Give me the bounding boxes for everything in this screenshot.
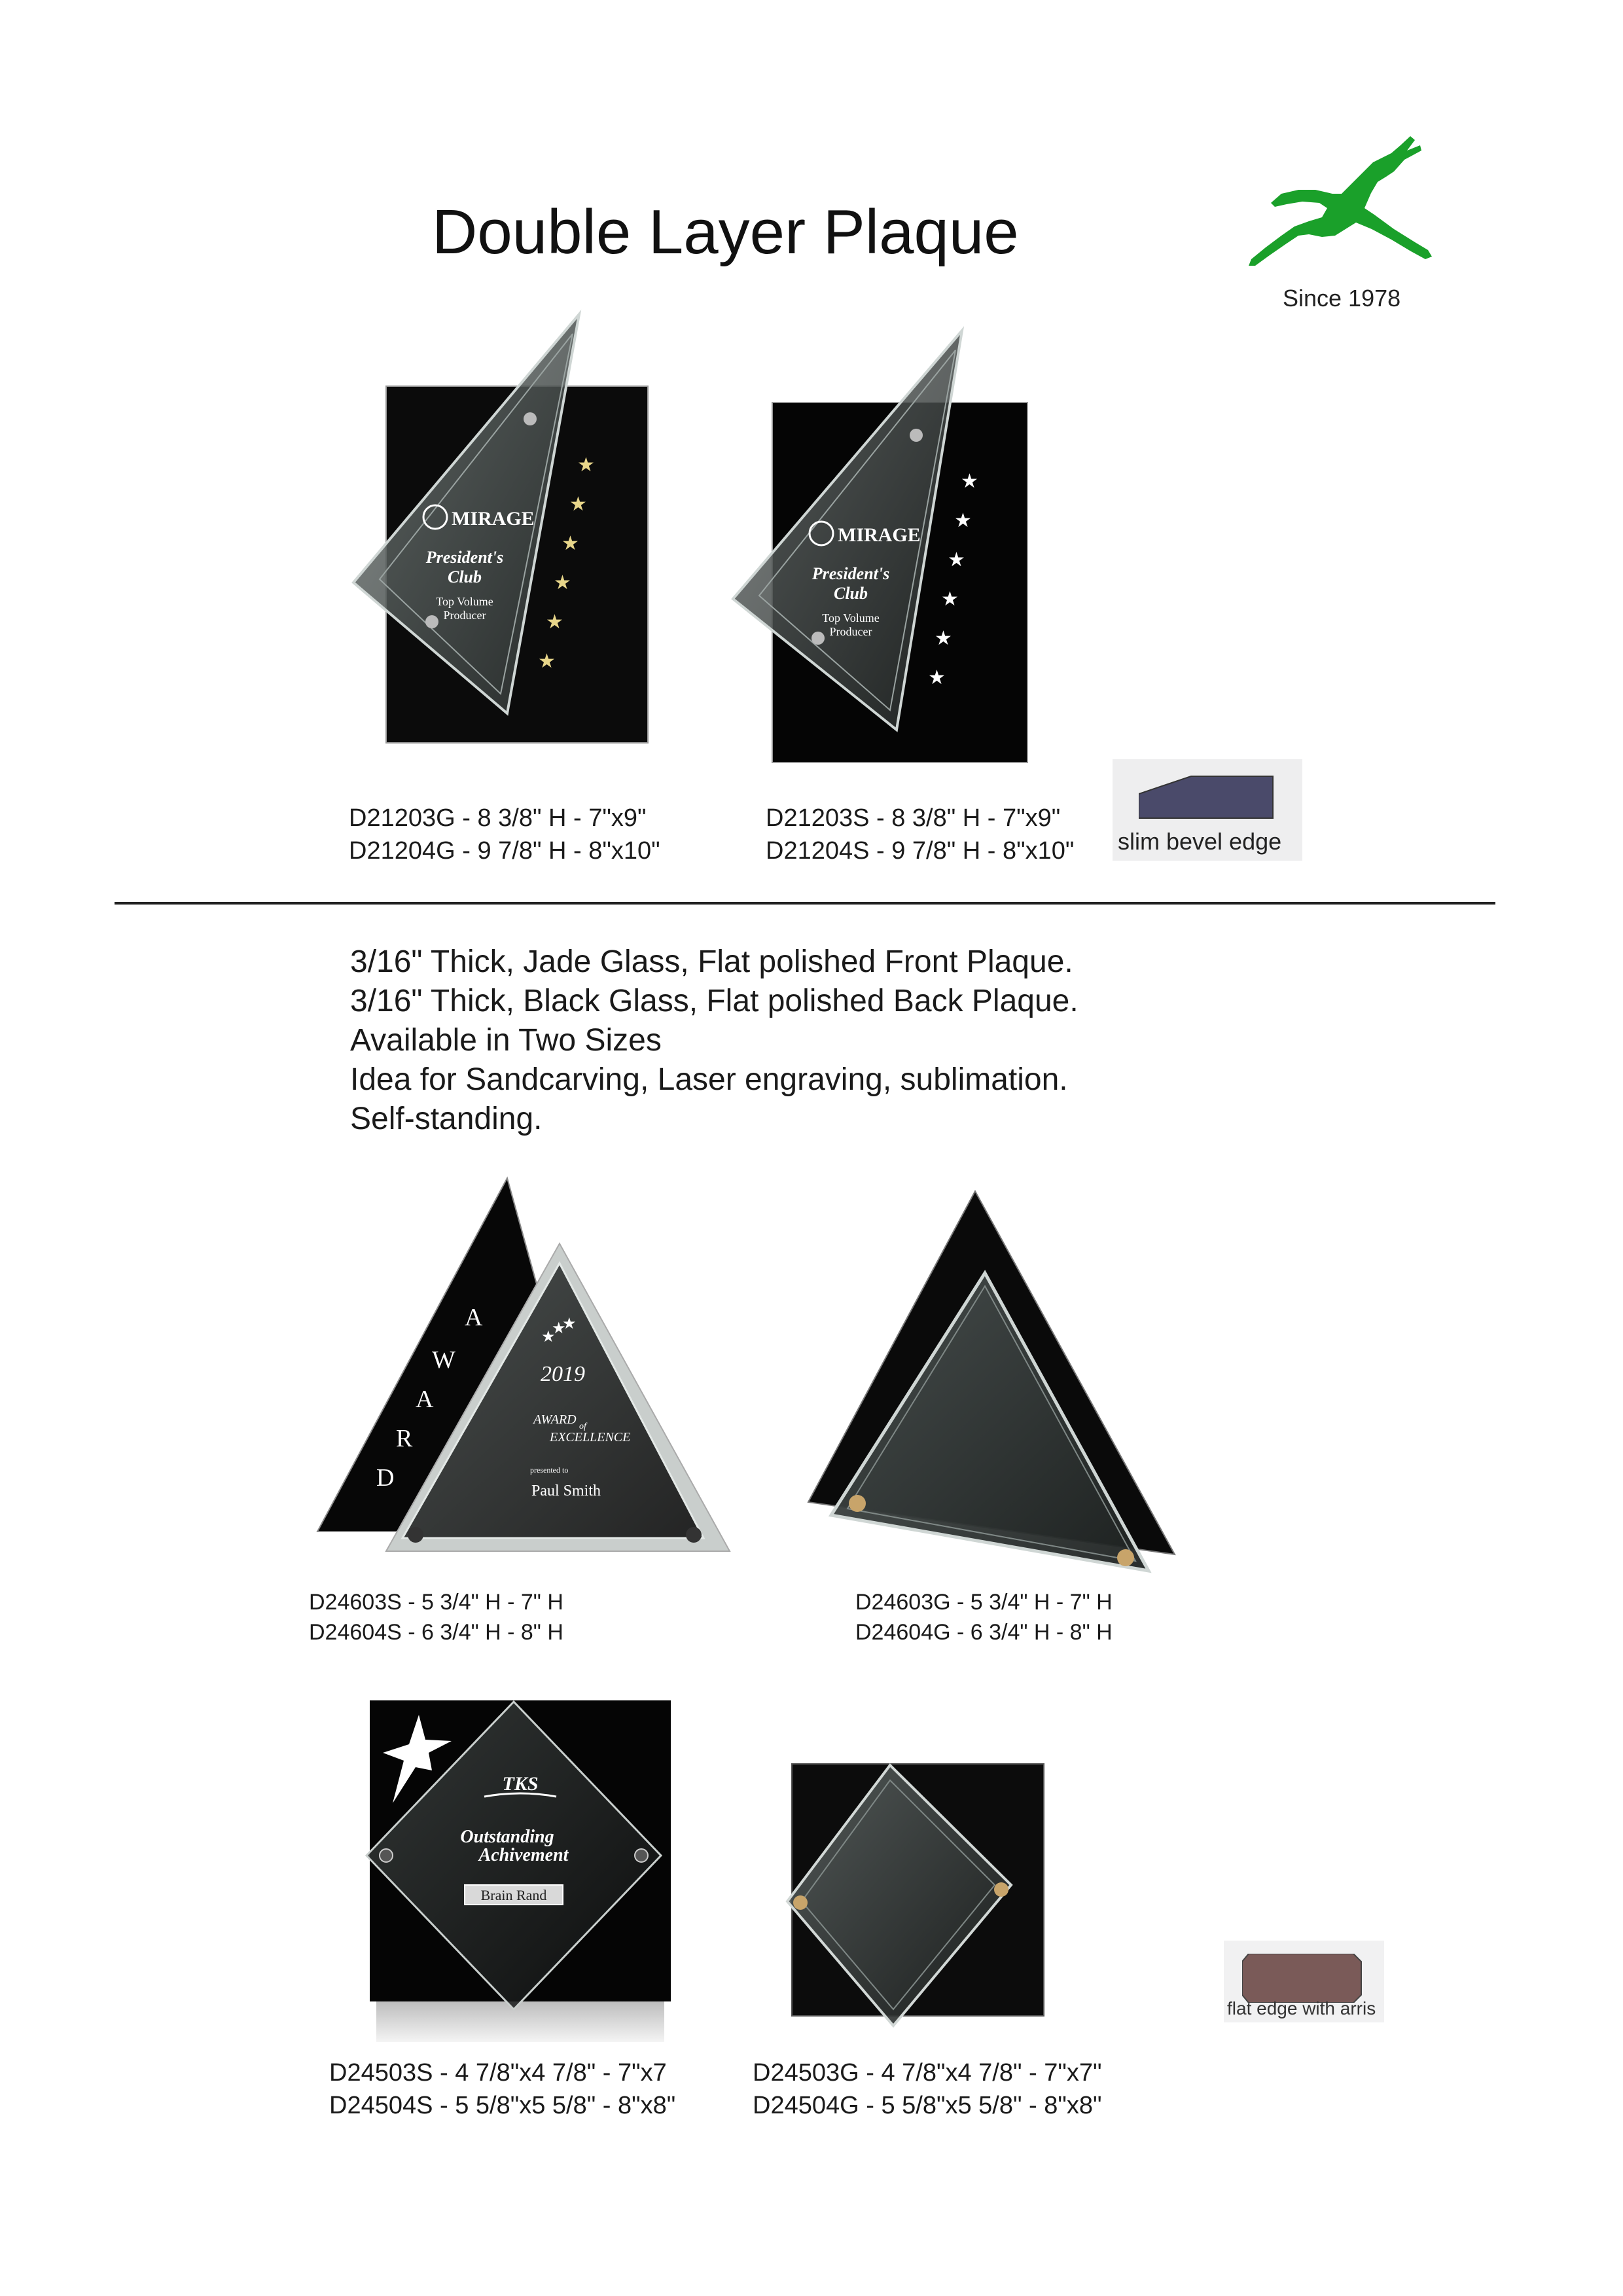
since-label: Since 1978	[1283, 285, 1401, 312]
edge-label: flat edge with arris	[1227, 1998, 1376, 2018]
svg-text:★: ★	[538, 651, 556, 672]
svg-text:★: ★	[554, 572, 571, 594]
caption-line: D24503G - 4 7/8"x4 7/8" - 7"x7"	[753, 2059, 1102, 2087]
plaque-award-line1: AWARD	[533, 1412, 577, 1427]
leaping-deer-icon	[1243, 131, 1466, 295]
description-line: Self-standing.	[350, 1102, 543, 1136]
plaque-line1: Outstanding	[460, 1827, 554, 1847]
caption-line: D21204S - 9 7/8" H - 8"x10"	[766, 837, 1075, 865]
plaque-name: Brain Rand	[480, 1887, 547, 1903]
plaque-side-letter: A	[465, 1304, 483, 1331]
edge-label: slim bevel edge	[1118, 828, 1282, 855]
plaque-line1: President's	[425, 548, 504, 567]
svg-text:★: ★	[941, 588, 959, 610]
plaque-presented: presented to	[530, 1465, 569, 1475]
description-line: Available in Two Sizes	[350, 1023, 662, 1058]
product-caption	[855, 1587, 1113, 1647]
page-title: Double Layer Plaque	[432, 197, 1019, 267]
product-caption	[309, 1587, 563, 1647]
plaque-line2: Club	[833, 584, 868, 603]
product-image-d21203g	[340, 308, 681, 753]
svg-text:★: ★	[577, 454, 595, 476]
caption-line: D24503S - 4 7/8"x4 7/8" - 7"x7	[329, 2059, 667, 2087]
caption-line: D24604S - 6 3/4" H - 8" H	[309, 1620, 563, 1645]
caption-line: D24504G - 5 5/8"x5 5/8" - 8"x8"	[753, 2092, 1102, 2119]
svg-text:★: ★	[552, 1320, 566, 1337]
plaque-side-letter: D	[376, 1464, 395, 1492]
edge-sample-slim-bevel	[1113, 759, 1302, 861]
plaque-line4: Producer	[829, 625, 872, 638]
svg-text:★: ★	[935, 628, 952, 649]
product-caption	[766, 802, 1074, 867]
plaque-line2: Club	[447, 567, 482, 586]
svg-text:★: ★	[928, 667, 946, 689]
svg-text:★: ★	[541, 1329, 556, 1346]
svg-text:★: ★	[546, 611, 563, 633]
svg-text:★: ★	[562, 1316, 577, 1333]
plaque-brand: TKS	[502, 1773, 539, 1795]
svg-text:★: ★	[569, 493, 587, 515]
plaque-line3: Top Volume	[822, 611, 880, 624]
plaque-name: Paul Smith	[531, 1482, 601, 1499]
product-image-d24503g	[782, 1757, 1057, 2032]
plaque-brand: MIRAGE	[838, 524, 921, 546]
caption-line: D24604G - 6 3/4" H - 8" H	[855, 1620, 1113, 1645]
caption-line: D24603S - 5 3/4" H - 7" H	[309, 1590, 563, 1615]
product-image-d21203s	[720, 324, 1060, 776]
description-line: 3/16" Thick, Black Glass, Flat polished Back Plaque.	[350, 984, 1079, 1018]
product-image-d24603s	[311, 1175, 736, 1568]
plaque-side-letter: W	[432, 1346, 455, 1374]
arris-edge-icon	[1242, 1954, 1363, 2003]
svg-text:★: ★	[562, 533, 579, 554]
plaque-line1: President's	[812, 564, 890, 583]
bevel-edge-icon	[1139, 771, 1276, 823]
caption-line: D21203G - 8 3/8" H - 7"x9"	[349, 804, 647, 832]
section-divider	[115, 902, 1495, 905]
svg-text:★: ★	[954, 510, 972, 531]
plaque-brand: MIRAGE	[452, 508, 535, 529]
caption-line: D21203S - 8 3/8" H - 7"x9"	[766, 804, 1061, 832]
product-caption	[349, 802, 660, 867]
plaque-year: 2019	[541, 1362, 585, 1386]
caption-line: D24504S - 5 5/8"x5 5/8" - 8"x8"	[329, 2092, 676, 2119]
description-line: 3/16" Thick, Jade Glass, Flat polished Front Plaque.	[350, 944, 1073, 979]
description-line: Idea for Sandcarving, Laser engraving, sublimation.	[350, 1062, 1068, 1097]
plaque-award-of: of	[579, 1422, 586, 1431]
plaque-line4: Producer	[443, 609, 486, 622]
caption-line: D21204G - 9 7/8" H - 8"x10"	[349, 837, 660, 865]
plaque-side-letter: R	[396, 1425, 413, 1452]
svg-text:★: ★	[948, 549, 965, 571]
plaque-line2: Achivement	[478, 1845, 569, 1865]
plaque-line3: Top Volume	[436, 595, 493, 608]
plaque-award-line2: EXCELLENCE	[550, 1430, 631, 1444]
caption-line: D24603G - 5 3/4" H - 7" H	[855, 1590, 1113, 1615]
product-image-d24603g	[795, 1188, 1188, 1587]
product-image-d24503s	[357, 1695, 684, 2045]
plaque-side-letter: A	[416, 1386, 434, 1413]
description-block	[350, 942, 1079, 1139]
product-caption	[753, 2056, 1101, 2122]
product-caption	[329, 2056, 675, 2122]
svg-text:★: ★	[961, 471, 978, 492]
edge-sample-flat-arris	[1224, 1941, 1384, 2022]
